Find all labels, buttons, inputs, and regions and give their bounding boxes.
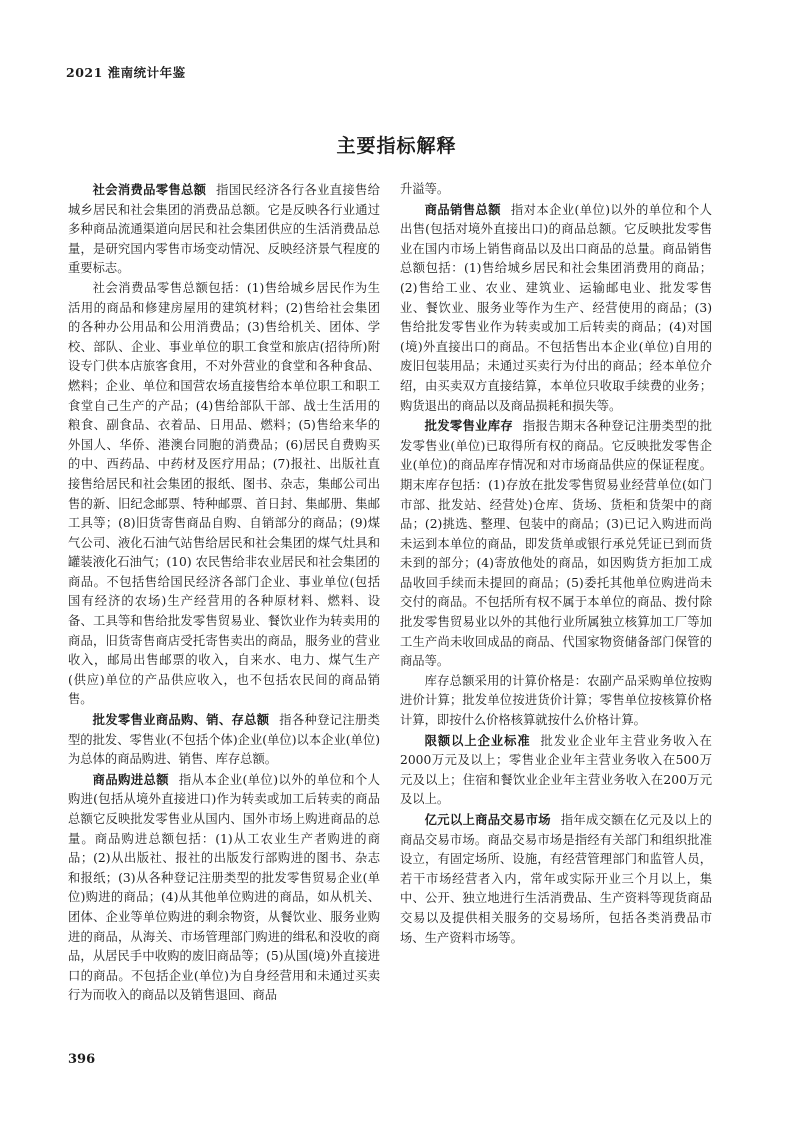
paragraph: [68, 180, 380, 279]
paragraph: [400, 810, 712, 948]
right-column: [400, 180, 712, 948]
paragraph-text: 社会消费品零售总额包括：(1)售给城乡居民作为生活用的商品和修建房屋用的建筑材料；(2)售给社会集团的各种办公用品和公用消费品；(3)售给机关、团体、学校、部队、企业、事业单位的职工食堂和旅店(招待所)附设专门供本店旅客食用，不对外营业的食堂和各种食品、燃料；企业、单位和国营农场直接售给本单位职工和职工食堂自己生产的产品；(4)售给部队干部、战士生活用的粮食、副食品、衣着品、日用品、燃料；(5)售给来华的外国人、华侨、港澳台同胞的消费品；(6)居民自费购买的中、西药品、中药材及医疗用品；(7)报社、出版社直接售给居民和社会集团的报纸、图书、杂志，集邮公司出售的新、旧纪念邮票、特种邮票、首日封、集邮册、集邮工具等；(8)旧货寄售商品自购、自销部分的商品；(9)煤气公司、液化石油气站售给居民和社会集团的煤气灶具和罐装液化石油气；(10) 农民售给非农业居民和社会集团的商品。不包括售给国民经济各部门企业、事业单位(包括国有经济的农场)生产经营用的各种原材料、燃料、设备、工具等和售给批发零售贸易业、餐饮业作为转卖用的商品，旧货寄售商店受托寄售卖出的商品，服务业的营业收入，邮局出售邮票的收入，自来水、电力、煤气生产(供应)单位的产品供应收入，也不包括农民间的商品销售。: [68, 280, 380, 707]
paragraph-text: 升溢等。: [400, 182, 450, 196]
paragraph: [68, 279, 380, 710]
term-heading: 亿元以上商品交易市场: [424, 812, 551, 827]
page-number: 396: [68, 1052, 96, 1067]
term-heading: 批发零售业商品购、销、存总额: [92, 712, 270, 728]
paragraph-text: 指年成交额在亿元及以上的商品交易市场。商品交易市场是指经有关部门和组织批准设立，有固定场所、设施，有经营管理部门和监管人员，若干市场经营者入内，常年或实际开业三个月以上，集中、公开、独立地进行生活消费品、生产资料等现货商品交易以及提供相关服务的交易场所，包括各类消费品市场、生产资料市场等。: [400, 813, 712, 945]
paragraph-text: 库存总额采用的计算价格是：农副产品采购单位按购进价计算；批发单位按进货价计算；零售单位按核算价格计算，即按什么价格核算就按什么价格计算。: [400, 673, 712, 728]
running-header: 2021 淮南统计年鉴: [66, 65, 186, 80]
left-column: [68, 180, 380, 1006]
page-title: 主要指标解释: [336, 135, 457, 157]
paragraph-text: 批发业企业年主营业务收入在2000万元及以上；零售业企业年主营业务收入在500万元及以上；住宿和餐饮业企业年主营业务收入在200万元及以上。: [400, 733, 712, 807]
term-heading: 限额以上企业标准: [424, 732, 531, 748]
term-heading: 商品销售总额: [424, 201, 502, 217]
paragraph: [400, 672, 712, 731]
paragraph-text: 指报告期末各种登记注册类型的批发零售业(单位)已取得所有权的商品。它反映批发零售企业(单位)的商品库存情况和对市场商品供应的保证程度。期末库存包括：(1)存放在批发零售贸易业经营单位(如门市部、批发站、经营处)仓库、货场、货柜和货架中的商品；(2)挑选、整理、包装中的商品；(3)已记入购进而尚未运到本单位的商品，即发货单或银行承兑凭证已到而货未到的部分；(4)寄放他处的商品，如因购货方拒加工成品收回手续而未提回的商品；(5)委托其他单位购进尚未交付的商品。不包括所有权不属于本单位的商品、拨付除批发零售贸易业以外的其他行业所属独立核算加工厂等加工生产尚未收回成品的商品、代国家物资储备部门保管的商品等。: [400, 419, 712, 669]
paragraph: [68, 710, 380, 770]
paragraph-text: 指对本企业(单位)以外的单位和个人出售(包括对境外直接出口)的商品总额。它反映批发零售业在国内市场上销售商品以及出口商品的总量。商品销售总额包括：(1)售给城乡居民和社会集团消费用的商品；(2)售给工业、农业、建筑业、运输邮电业、批发零售业、餐饮业、服务业等作为生产、经营使用的商品；(3)售给批发零售业作为转卖或加工后转卖的商品；(4)对国(境)外直接出口的商品。不包括售出本企业(单位)自用的废旧包装用品；未通过买卖行为付出的商品；经本单位介绍，由买卖双方直接结算，本单位只收取手续费的业务；购货退出的商品以及商品损耗和损失等。: [400, 202, 712, 413]
term-heading: 社会消费品零售总额: [92, 182, 207, 197]
term-heading: 批发零售业库存: [424, 418, 514, 434]
term-heading: 商品购进总额: [92, 771, 170, 787]
paragraph: [400, 731, 712, 810]
paragraph-text: 指各种登记注册类型的批发、零售业(不包括个体)企业(单位)以本企业(单位)为总体的商品购进、销售、库存总额。: [68, 713, 380, 767]
paragraph: [68, 770, 380, 1006]
paragraph: [400, 180, 712, 200]
paragraph: [400, 200, 712, 417]
paragraph-text: 指从本企业(单位)以外的单位和个人购进(包括从境外直接进口)作为转卖或加工后转卖的商品总额它反映批发零售业从国内、国外市场上购进商品的总量。商品购进总额包括：(1)从工农业生产者购进的商品；(2)从出版社、报社的出版发行部购进的图书、杂志和报纸；(3)从各种登记注册类型的批发零售贸易企业(单位)购进的商品；(4)从其他单位购进的商品，如从机关、团体、企业等单位购进的剩余物资，从餐饮业、服务业购进的商品，从海关、市场管理部门购进的缉私和没收的商品，从居民手中收购的废旧商品等；(5)从国(境)外直接进口的商品。不包括企业(单位)为自身经营用和未通过买卖行为而收入的商品以及销售退回、商品: [68, 772, 380, 1003]
paragraph: [400, 416, 712, 672]
paragraph-text: 指国民经济各行各业直接售给城乡居民和社会集团的消费品总额。它是反映各行业通过多种商品流通渠道向居民和社会集团供应的生活消费品总量，是研究国内零售市场变动情况、反映经济景气程度的重要标志。: [68, 183, 380, 276]
